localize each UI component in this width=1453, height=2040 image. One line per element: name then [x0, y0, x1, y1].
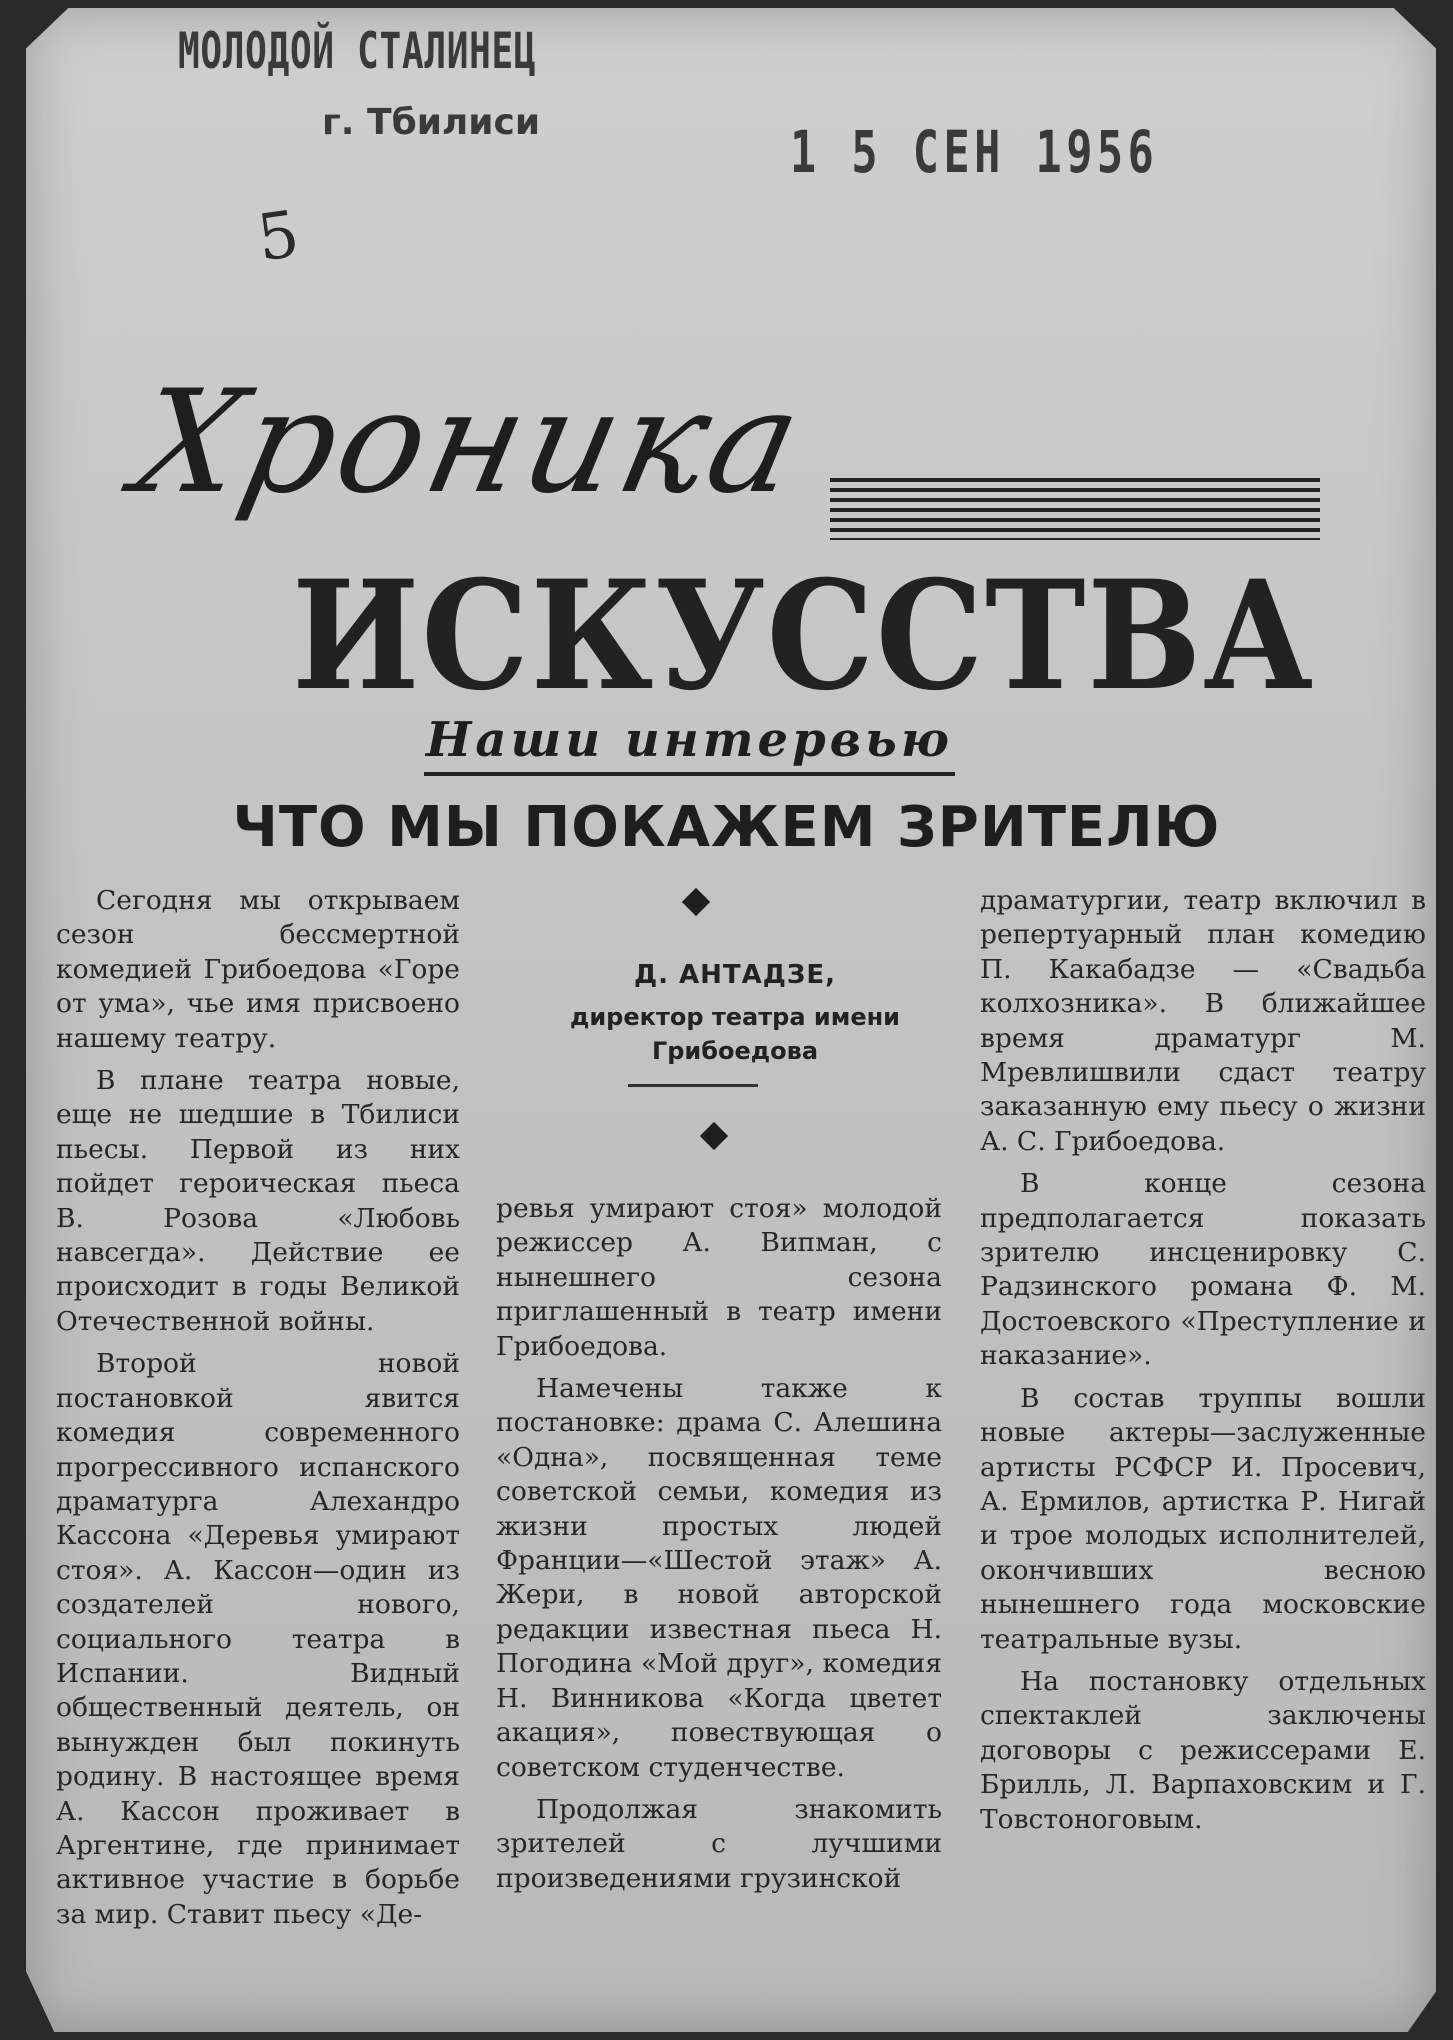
rubric-script-title: Хроника: [122, 360, 818, 525]
paragraph: Сегодня мы открываем сезон бессмертной комедией Грибоедова «Горе от ума», чье имя присвоено нашему театру.: [56, 885, 460, 1054]
paragraph: ревья умирают стоя» молодой режиссер А. Випман, с нынешнего сезона приглашенный в театр имени Грибоедова.: [496, 1193, 942, 1362]
paragraph: В состав труппы вошли новые актеры—заслуженные артисты РСФСР И. Просевич, А. Ермилов, артистка Р. Нигай и трое молодых исполнителей, окончивших весною нынешнего года московские театральные вузы.: [980, 1382, 1426, 1655]
date-stamp: 1 5 СЕН 1956: [790, 118, 1159, 186]
paragraph: Намечены также к постановке: драма С. Алешина «Одна», посвященная теме советской семьи, комедия из жизни простых людей Франции—«Шестой этаж» А. Жери, в новой авторской редакции известная пьеса Н. Погодина «Мой друг», комедия Н. Винникова «Когда цветет акация», повествующая о советском студенчестве.: [496, 1373, 942, 1783]
rubric-main-title: ИСКУССТВА: [292, 548, 1315, 724]
newspaper-name-stamp: МОЛОДОЙ СТАЛИНЕЦ: [178, 22, 537, 80]
paragraph: В плане театра новые, еще не шедшие в Тбилиси пьесы. Первой из них пойдет героическая пьеса В. Розова «Любовь навсегда». Действие ее происходит в годы Великой Отечественной войны.: [56, 1065, 460, 1337]
article-column-3: [980, 884, 1426, 1845]
author-role: директор театра имени Грибоедова: [569, 1003, 900, 1065]
paragraph: Второй новой постановкой явится комедия современного прогрессивного испанского драматурга Алехандро Кассона «Деревья умирают стоя». А. Кассон—один из создателей нового, социального театра в Испании. Видный общественный деятель, он вынужден был покинуть родину. В настоящее время А. Кассон проживает в Аргентине, где принимает активное участие в борьбе за мир. Ставит пьесу «Де-: [56, 1348, 460, 1930]
paragraph: Продолжая знакомить зрителей с лучшими произведениями грузинской: [496, 1793, 942, 1894]
subrubric: Наши интервью: [424, 712, 955, 776]
handwritten-mark: 5: [253, 197, 304, 277]
byline-divider: [628, 1084, 758, 1087]
article-column-1: [56, 884, 460, 1940]
article-column-2: [496, 1192, 942, 1904]
byline: [520, 960, 950, 1068]
rubric-decorative-lines: [830, 478, 1320, 540]
paragraph: На постановку отдельных спектаклей заключены договоры с режиссерами Е. Брилль, Л. Варпаховским и Г. Товстоноговым.: [980, 1665, 1426, 1835]
paragraph: В конце сезона предполагается показать зрителю инсценировку С. Радзинского романа Ф. М. Достоевского «Преступление и наказание».: [980, 1168, 1426, 1372]
author-name: Д. АНТАДЗЕ,: [633, 960, 837, 990]
city-stamp: г. Тбилиси: [322, 102, 541, 143]
paragraph: драматургии, театр включил в репертуарный план комедию П. Какабадзе — «Свадьба колхозника». В ближайшее время драматург М. Мревлишвили сдаст театру заказанную ему пьесу о жизни А. С. Грибоедова.: [980, 885, 1426, 1157]
article-headline: ЧТО МЫ ПОКАЖЕМ ЗРИТЕЛЮ: [232, 795, 1221, 860]
